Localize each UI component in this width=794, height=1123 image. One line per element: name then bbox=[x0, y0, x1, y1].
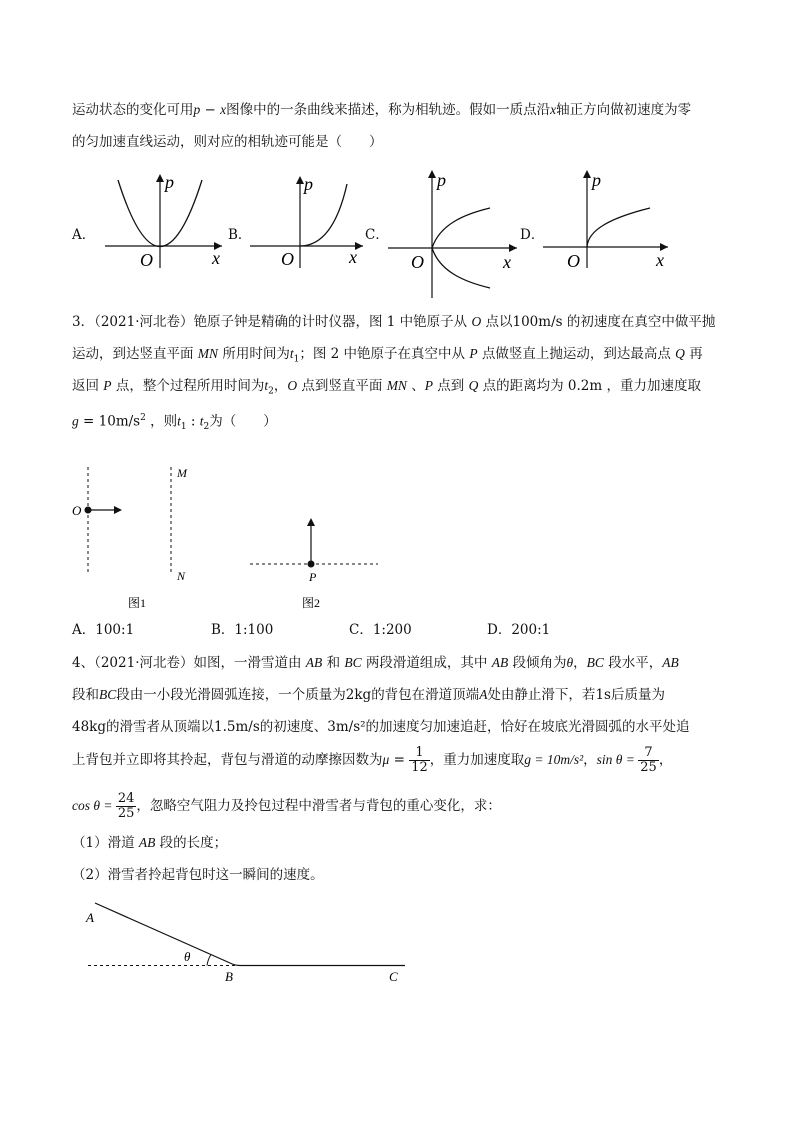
text: 的加速度匀加速追赶，恰好在坡底光滑圆弧的水平处追 bbox=[365, 719, 690, 735]
denominator: 12 bbox=[411, 760, 428, 775]
var-t: t bbox=[289, 346, 294, 361]
numerator: 1 bbox=[409, 746, 430, 761]
text: 图像中的一条曲线来描述，称为相轨迹。假如一质点沿 bbox=[226, 102, 551, 118]
text: 再 bbox=[684, 346, 703, 362]
var-MN: MN bbox=[197, 346, 219, 361]
q3-line-2 bbox=[72, 345, 703, 369]
q3-line-1 bbox=[72, 313, 715, 331]
fig2-label-P: P bbox=[309, 570, 317, 584]
var-BC: BC bbox=[586, 655, 604, 670]
var-P: P bbox=[103, 378, 112, 393]
text: 的初速度、 bbox=[259, 719, 328, 735]
slope-AB bbox=[95, 903, 230, 963]
text: 轴正方向做初速度为零 bbox=[556, 102, 692, 118]
text: 点的距离均为 0.2m ，重力加速度取 bbox=[478, 378, 701, 394]
var-Q: Q bbox=[468, 378, 479, 393]
var-P: P bbox=[424, 378, 433, 393]
text: 点到 bbox=[432, 378, 469, 394]
subscript: 2 bbox=[203, 422, 210, 433]
text: 为（ ） bbox=[209, 413, 277, 430]
text: 段倾角为 bbox=[508, 655, 567, 671]
origin-label: O bbox=[411, 252, 424, 272]
intro-line-2: 的匀加速直线运动，则对应的相轨迹可能是（ ） bbox=[72, 134, 383, 150]
text: 运动，到达竖直平面 bbox=[72, 346, 198, 362]
var-BC: BC bbox=[344, 655, 362, 670]
graph-d bbox=[540, 168, 675, 278]
point-A-label: A bbox=[86, 910, 94, 925]
text: 处由静止滑下，若 bbox=[487, 687, 596, 703]
var-x: x bbox=[220, 102, 227, 117]
q3-option-a: A．100:1 bbox=[72, 622, 135, 638]
axis-label-p: p bbox=[592, 170, 601, 190]
text: ， bbox=[273, 378, 288, 394]
text: 3．（2021·河北卷）铯原子钟是精确的计时仪器，图 1 中铯原子从 bbox=[72, 314, 472, 330]
y-arrow bbox=[296, 176, 304, 184]
text: 、 bbox=[406, 378, 425, 394]
var-theta: θ bbox=[566, 655, 574, 670]
option-b-label: B． bbox=[228, 227, 252, 243]
var-MN: MN bbox=[386, 378, 407, 393]
var-x: x bbox=[550, 102, 557, 117]
var-AB: AB bbox=[305, 655, 323, 670]
q3-option-d: D．200:1 bbox=[487, 622, 551, 638]
text: ， bbox=[573, 655, 587, 671]
text: 上背包并立即将其拎起，背包与滑道的动摩擦因数为 bbox=[72, 752, 383, 768]
value-mass: 2kg bbox=[345, 687, 372, 703]
numerator: 7 bbox=[638, 746, 659, 761]
text: 段和 bbox=[72, 687, 99, 703]
denominator: 25 bbox=[117, 806, 135, 821]
graph-c bbox=[385, 168, 525, 300]
var-O: O bbox=[471, 314, 482, 329]
sqrt-curve bbox=[587, 208, 650, 247]
text: 点以100m/s 的初速度在真空中做平抛 bbox=[481, 314, 716, 330]
fig1-caption: 图1 bbox=[128, 596, 147, 610]
text: 点到竖直平面 bbox=[297, 378, 387, 394]
origin-label: O bbox=[140, 250, 153, 270]
var-AB: AB bbox=[491, 655, 509, 670]
text: = 10m/s bbox=[78, 413, 141, 430]
subscript: 1 bbox=[180, 422, 187, 433]
origin-label: O bbox=[281, 249, 294, 269]
q4-line-2 bbox=[72, 686, 665, 704]
text: 和 bbox=[322, 655, 345, 671]
graph-b bbox=[245, 168, 370, 278]
var-p: p bbox=[193, 102, 201, 117]
value-g: g = 10m/s² bbox=[524, 752, 584, 767]
var-g: g bbox=[72, 413, 79, 429]
subscript: 1 bbox=[293, 354, 300, 365]
point-C-label: C bbox=[389, 969, 398, 984]
axis-label-x: x bbox=[656, 250, 664, 270]
var-t: t bbox=[177, 413, 181, 429]
fig2-caption: 图2 bbox=[302, 596, 321, 610]
text: 运动状态的变化可用 bbox=[72, 102, 194, 118]
axis-label-p: p bbox=[165, 172, 174, 192]
var-t: t bbox=[199, 413, 204, 429]
fig1-label-M: M bbox=[177, 466, 187, 480]
text: 段水平， bbox=[603, 655, 663, 671]
text: : bbox=[186, 413, 200, 430]
q4-line-1 bbox=[72, 654, 679, 672]
var-mu: μ bbox=[382, 752, 390, 767]
q4-line-4 bbox=[72, 742, 672, 778]
fraction-sin bbox=[638, 746, 659, 775]
q3-option-b: B．1:100 bbox=[211, 622, 274, 638]
fig1-arrowhead bbox=[114, 506, 122, 514]
value-acceleration: 3m/s² bbox=[327, 719, 366, 735]
option-c-label: C． bbox=[365, 227, 389, 243]
text: 段由一小段光滑圆弧连接，一个质量为 bbox=[116, 687, 346, 703]
fig1-label-O: O bbox=[72, 503, 82, 518]
text: ，重力加速度取 bbox=[429, 752, 525, 768]
var-BC: BC bbox=[99, 687, 117, 702]
q3-line-4 bbox=[72, 409, 277, 436]
numerator: 24 bbox=[117, 791, 135, 806]
subscript: 2 bbox=[268, 386, 274, 397]
value-velocity: 1.5m/s bbox=[214, 719, 260, 735]
var-AB: AB bbox=[662, 655, 679, 670]
sin-theta: sin θ = bbox=[596, 752, 639, 767]
text: 的滑雪者从顶端以 bbox=[106, 719, 215, 735]
text: 点，整个过程所用时间为 bbox=[111, 378, 265, 394]
cos-theta: cos θ = bbox=[72, 798, 116, 813]
option-d-label: D． bbox=[520, 227, 545, 243]
fig2-atom-dot bbox=[308, 561, 315, 568]
var-t: t bbox=[264, 378, 269, 393]
option-a-label: A． bbox=[72, 227, 96, 243]
text: 点做竖直上抛运动，到达最高点 bbox=[477, 346, 676, 362]
value-time: 1s bbox=[595, 687, 611, 703]
text: 的背包在滑道顶端 bbox=[371, 687, 480, 703]
x-arrow bbox=[509, 244, 517, 252]
axis-label-p: p bbox=[437, 170, 446, 190]
fraction-mu bbox=[409, 746, 430, 775]
text: ；图 2 中铯原子在真空中从 bbox=[299, 346, 470, 362]
axis-label-x: x bbox=[349, 247, 357, 267]
text: 后质量为 bbox=[610, 687, 665, 703]
var-AB: AB bbox=[138, 835, 156, 850]
axis-label-x: x bbox=[212, 248, 220, 268]
var-A: A bbox=[479, 687, 488, 702]
text: 所用时间为 bbox=[218, 346, 290, 362]
fig1-label-N: N bbox=[177, 569, 186, 583]
text: ，则 bbox=[145, 413, 178, 430]
text: 段的长度； bbox=[155, 835, 228, 851]
text: ， bbox=[583, 752, 597, 768]
q4-sub-question-2: （2）滑雪者拎起背包时这一瞬间的速度。 bbox=[72, 867, 324, 883]
q3-option-c: C．1:200 bbox=[349, 622, 412, 638]
origin-label: O bbox=[567, 251, 580, 271]
var-O: O bbox=[287, 378, 298, 393]
text: ，忽略空气阻力及拎包过程中滑雪者与背包的重心变化，求： bbox=[136, 798, 501, 814]
point-B-label: B bbox=[225, 969, 233, 984]
text: − bbox=[200, 102, 221, 118]
var-Q: Q bbox=[675, 346, 685, 361]
var-P: P bbox=[469, 346, 478, 361]
angle-theta-label: θ bbox=[184, 949, 191, 964]
superscript: 2 bbox=[140, 413, 146, 423]
axis-label-p: p bbox=[304, 174, 313, 194]
q4-sub-question-1 bbox=[72, 834, 227, 852]
q4-line-3 bbox=[72, 718, 690, 736]
q3-figures bbox=[60, 462, 400, 617]
q4-line-5 bbox=[72, 788, 501, 824]
y-arrow bbox=[156, 174, 164, 182]
intro-line-1 bbox=[72, 101, 691, 119]
denominator: 25 bbox=[640, 760, 657, 775]
text: ， bbox=[658, 752, 673, 768]
q3-line-3 bbox=[72, 377, 701, 401]
text: （1）滑道 bbox=[72, 835, 139, 851]
y-arrow bbox=[583, 170, 591, 178]
graph-a bbox=[100, 168, 230, 278]
angle-arc bbox=[207, 955, 211, 966]
text: 4、（2021·河北卷）如图，一滑雪道由 bbox=[72, 655, 306, 671]
value-mass: 48kg bbox=[72, 719, 107, 735]
text: 两段滑道组成，其中 bbox=[361, 655, 492, 671]
fig2-arrowhead bbox=[307, 518, 315, 526]
fraction-cos bbox=[116, 792, 137, 821]
text: = bbox=[389, 752, 410, 768]
text: 返回 bbox=[72, 378, 104, 394]
ski-slope-figure bbox=[80, 895, 420, 990]
axis-label-x: x bbox=[503, 252, 511, 272]
y-arrow bbox=[428, 170, 436, 178]
